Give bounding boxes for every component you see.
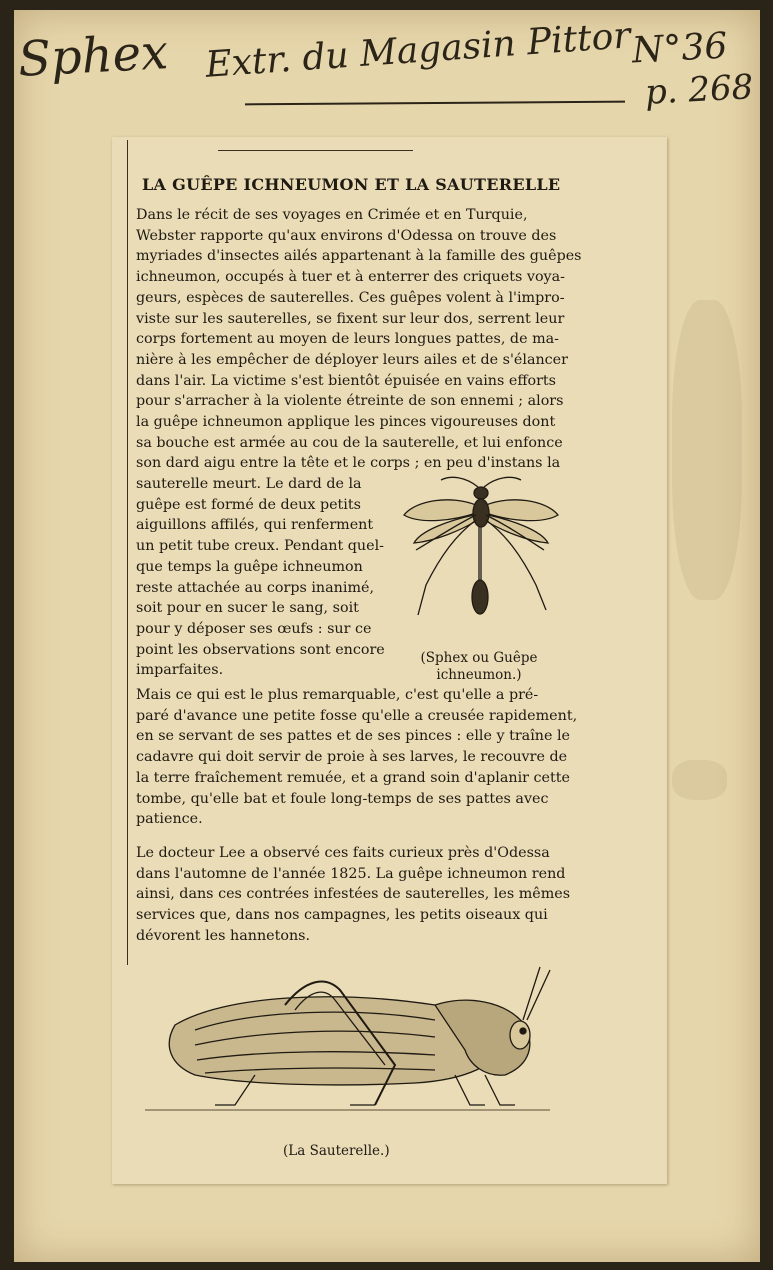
text-line: point les observations sont encore bbox=[136, 641, 385, 658]
text-line: soit pour en sucer le sang, soit bbox=[136, 600, 359, 617]
paragraph-3 bbox=[136, 843, 576, 947]
text-line: corps fortement au moyen de leurs longues pattes, de ma- bbox=[136, 331, 559, 348]
text-line: viste sur les sauterelles, se fixent sur leur dos, serrent leur bbox=[136, 310, 565, 327]
text-line: pour s'arracher à la violente étreinte de son ennemi ; alors bbox=[136, 393, 564, 410]
text-line: services que, dans nos campagnes, les petits oiseaux qui bbox=[136, 907, 548, 924]
paragraph-1-continued bbox=[136, 474, 391, 681]
text-line: dans l'air. La victime s'est bientôt épuisée en vains efforts bbox=[136, 372, 557, 389]
text-line: dévorent les hannetons. bbox=[136, 927, 311, 944]
text-line: la guêpe ichneumon applique les pinces vigoureuses dont bbox=[136, 414, 556, 431]
grasshopper-illustration bbox=[135, 965, 560, 1125]
text-line: reste attachée au corps inanimé, bbox=[136, 579, 375, 596]
text-line: que temps la guêpe ichneumon bbox=[136, 558, 363, 575]
header-rule bbox=[218, 150, 413, 151]
text-line: patience. bbox=[136, 811, 203, 828]
text-line: aiguillons affilés, qui renferment bbox=[136, 517, 374, 534]
bleed-through-mark bbox=[672, 300, 742, 600]
handwritten-source: Extr. du Magasin Pittor bbox=[204, 15, 632, 86]
text-line: nière à les empêcher de déployer leurs ailes et de s'élancer bbox=[136, 351, 568, 368]
text-line: geurs, espèces de sauterelles. Ces guêpes volent à l'impro- bbox=[136, 289, 565, 306]
text-line: ainsi, dans ces contrées infestées de sauterelles, les mêmes bbox=[136, 886, 571, 903]
handwritten-page: p. 268 bbox=[644, 67, 755, 113]
wasp-caption bbox=[414, 650, 544, 684]
text-line: Dans le récit de ses voyages en Crimée et en Turquie, bbox=[136, 207, 528, 223]
text-line: la terre fraîchement remuée, et a grand soin d'aplanir cette bbox=[136, 769, 570, 786]
wasp-illustration bbox=[396, 475, 561, 645]
handwritten-name: Sphex bbox=[16, 24, 170, 88]
text-line: myriades d'insectes ailés appartenant à la famille des guêpes bbox=[136, 248, 582, 265]
text-line: Le docteur Lee a observé ces faits curieux près d'Odessa bbox=[136, 845, 550, 861]
caption-line: ichneumon.) bbox=[436, 667, 522, 683]
paragraph-2 bbox=[136, 685, 576, 830]
text-line: Webster rapporte qu'aux environs d'Odessa on trouve des bbox=[136, 227, 557, 244]
text-line: sauterelle meurt. Le dard de la bbox=[136, 476, 362, 492]
text-line: en se servant de ses pattes et de ses pinces : elle y traîne le bbox=[136, 728, 571, 745]
text-line: paré d'avance une petite fosse qu'elle a creusée rapidement, bbox=[136, 707, 578, 724]
text-line: Mais ce qui est le plus remarquable, c'est qu'elle a pré- bbox=[136, 687, 539, 703]
text-line: cadavre qui doit servir de proie à ses larves, le recouvre de bbox=[136, 749, 568, 766]
text-line: son dard aigu entre la tête et le corps ; en peu d'instans la bbox=[136, 455, 561, 472]
column-rule bbox=[127, 140, 128, 965]
text-line: ichneumon, occupés à tuer et à enterrer des criquets voya- bbox=[136, 269, 565, 286]
text-line: imparfaites. bbox=[136, 662, 224, 679]
text-line: un petit tube creux. Pendant quel- bbox=[136, 538, 384, 555]
text-line: tombe, qu'elle bat et foule long-temps de ses pattes avec bbox=[136, 790, 549, 807]
text-line: guêpe est formé de deux petits bbox=[136, 496, 361, 513]
text-line: pour y déposer ses œufs : sur ce bbox=[136, 620, 372, 637]
paragraph-1 bbox=[136, 205, 582, 474]
caption-line: (Sphex ou Guêpe bbox=[420, 650, 538, 666]
text-line: dans l'automne de l'année 1825. La guêpe ichneumon rend bbox=[136, 865, 566, 882]
handwritten-issue: N°36 bbox=[630, 25, 729, 72]
text-line: sa bouche est armée au cou de la sauterelle, et lui enfonce bbox=[136, 434, 563, 451]
grasshopper-caption: (La Sauterelle.) bbox=[283, 1143, 390, 1159]
bleed-through-mark bbox=[672, 760, 727, 800]
article-title: LA GUÊPE ICHNEUMON ET LA SAUTERELLE bbox=[142, 175, 561, 194]
